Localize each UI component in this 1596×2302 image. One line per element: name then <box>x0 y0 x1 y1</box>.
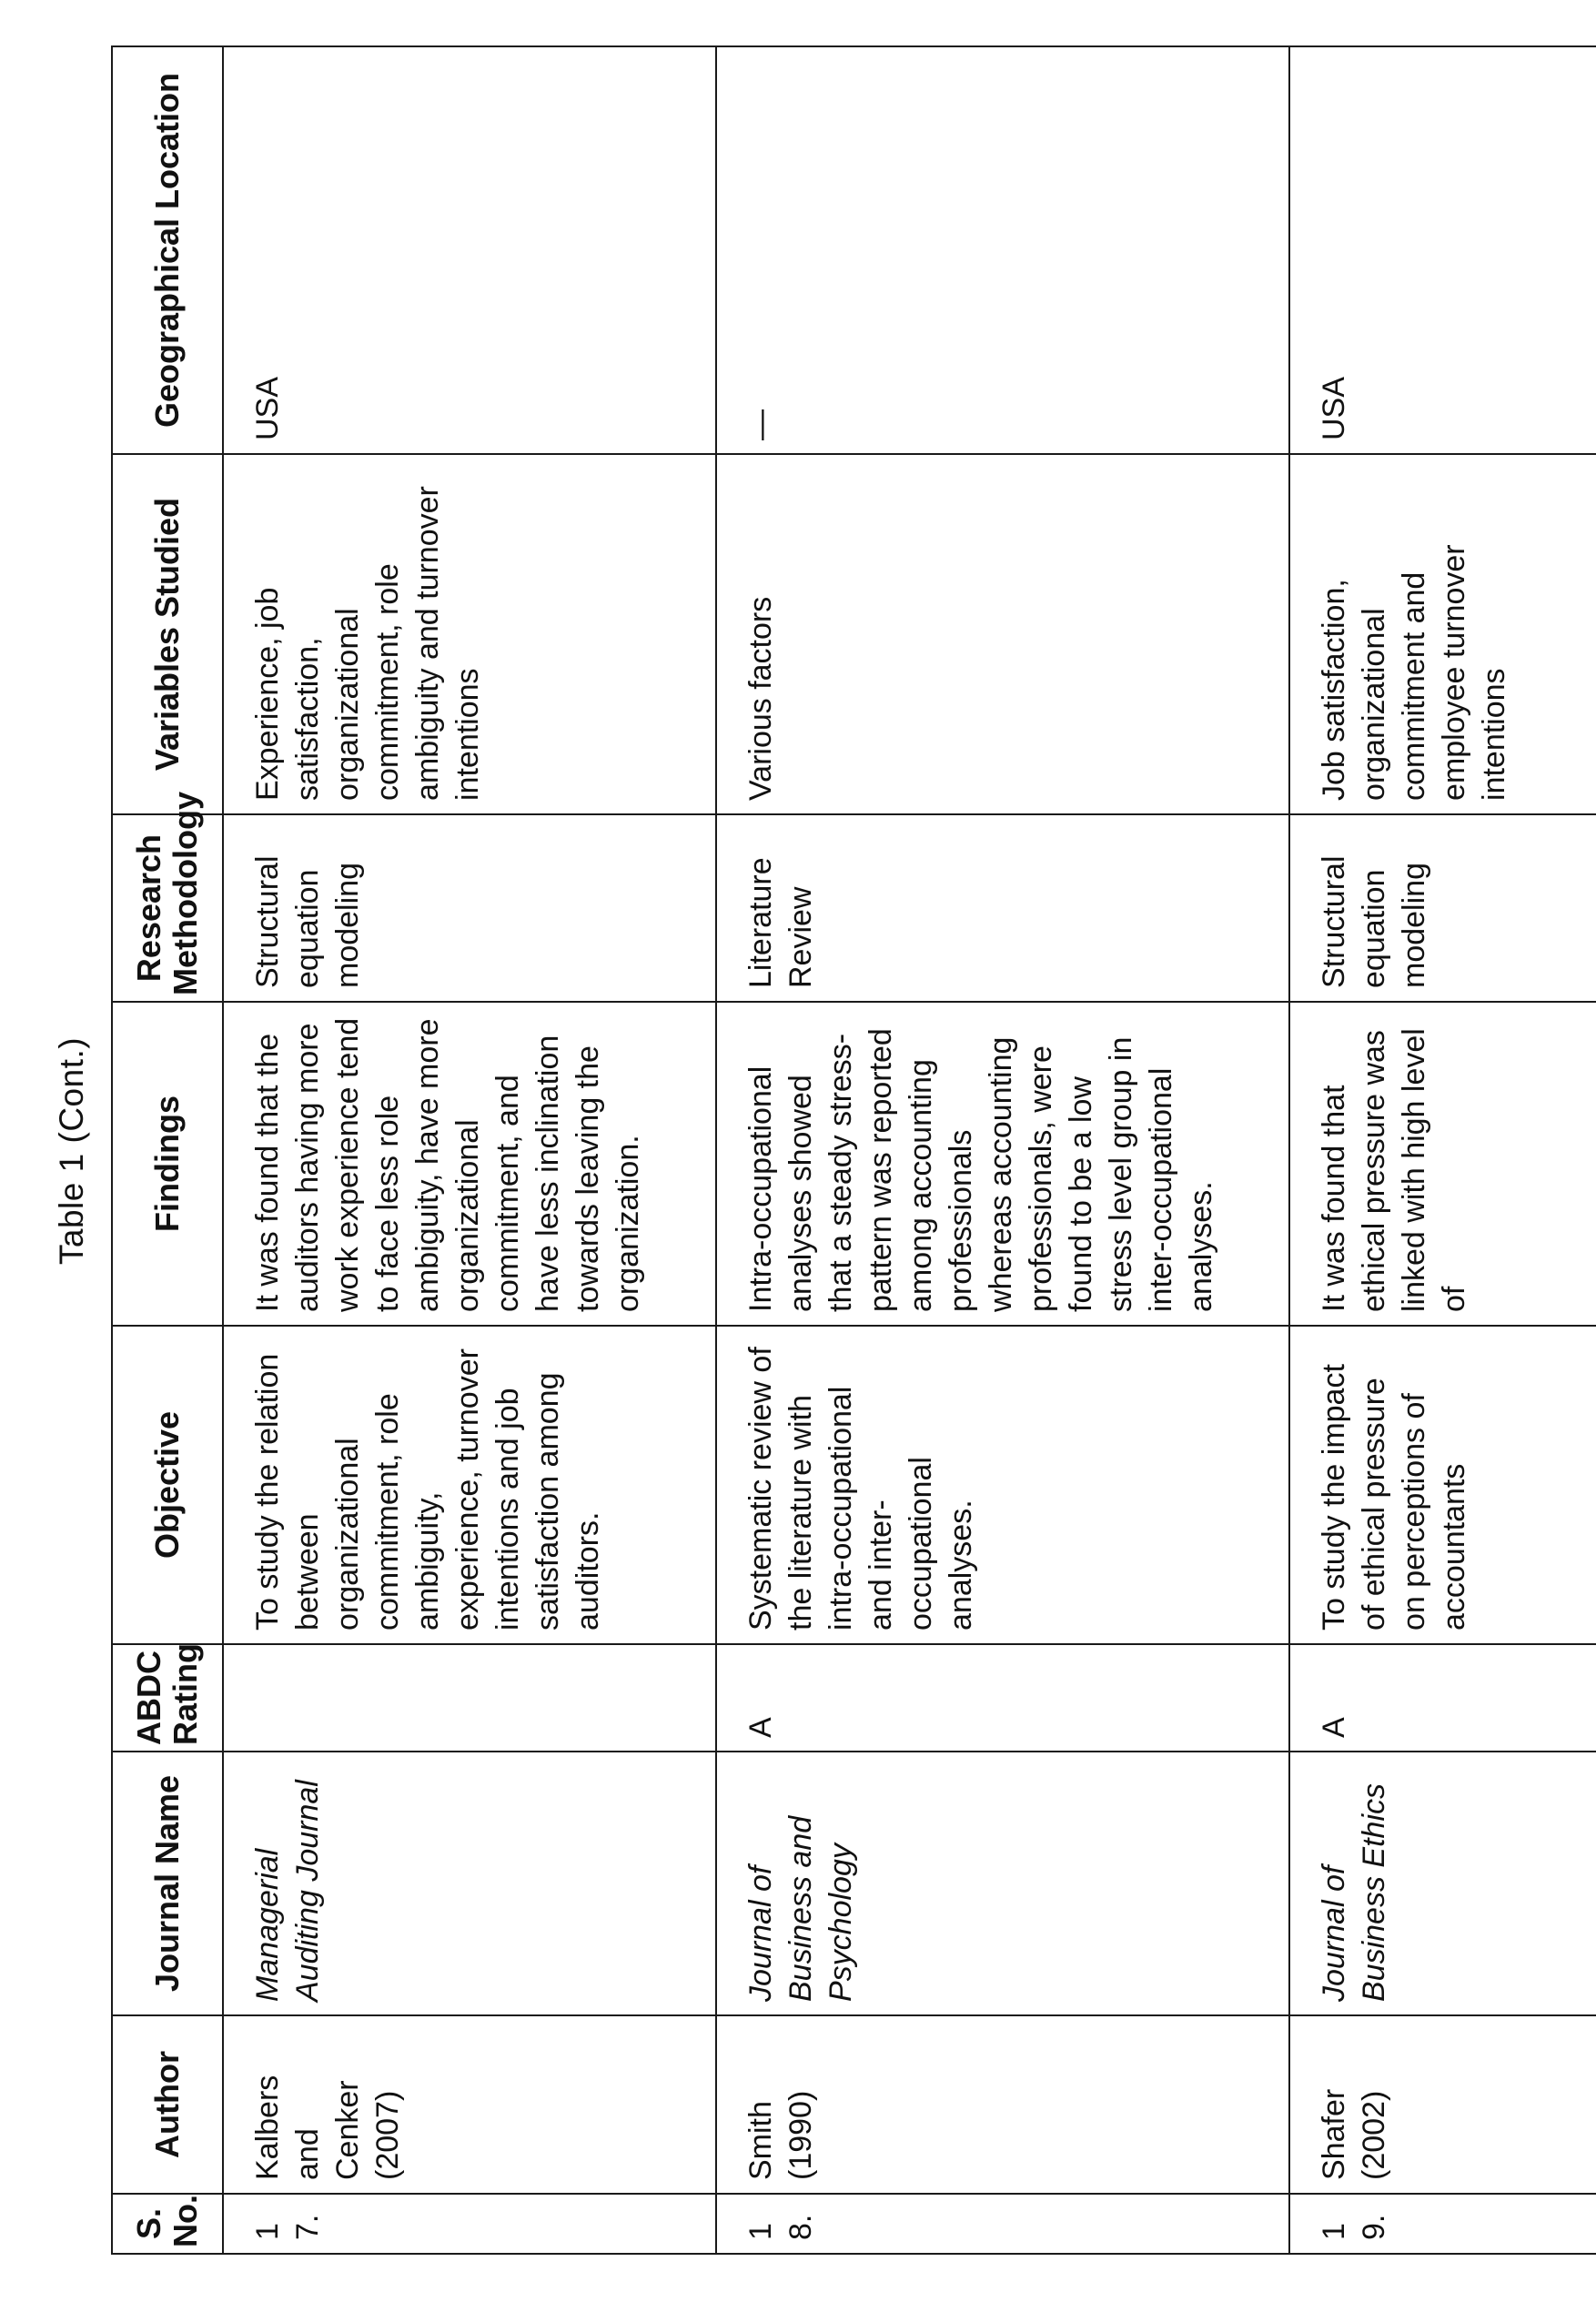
cell-journal: Journal of Business Ethics <box>1289 1752 1596 2015</box>
header-objective: Objective <box>112 1326 223 1644</box>
cell-journal: Journal of Business and Psychology <box>716 1752 1289 2015</box>
header-findings: Findings <box>112 1002 223 1326</box>
table-caption: Table 1 (Cont.) <box>53 1036 90 1266</box>
cell-sno: 19. <box>1289 2194 1596 2254</box>
cell-methodology: Literature Review <box>716 814 1289 1002</box>
cell-findings: It was found that the auditors having more work experience tend to face less role ambiguity, have more organizational commitment, and have less inclination towards leaving the organization. <box>223 1002 716 1326</box>
cell-variables: Job satisfaction, organizational commitment and employee turnover intentions <box>1289 454 1596 814</box>
table-row <box>716 46 1289 2254</box>
cell-sno: 17. <box>223 2194 716 2254</box>
cell-rating: A <box>716 1644 1289 1752</box>
header-journal: Journal Name <box>112 1752 223 2015</box>
cell-rating <box>223 1644 716 1752</box>
header-row <box>112 46 223 2254</box>
literature-review-table <box>111 45 1596 2255</box>
cell-variables: Various factors <box>716 454 1289 814</box>
cell-variables: Experience, job satisfaction, organizational commitment, role ambiguity and turnover intentions <box>223 454 716 814</box>
cell-methodology: Structural equation modeling <box>223 814 716 1002</box>
cell-objective: To study the impact of ethical pressure on perceptions of accountants <box>1289 1326 1596 1644</box>
cell-location: USA <box>1289 46 1596 454</box>
cell-rating: A <box>1289 1644 1596 1752</box>
cell-findings: It was found that ethical pressure was linked with high level of <box>1289 1002 1596 1326</box>
cell-author: Kalbers and Cenker (2007) <box>223 2015 716 2194</box>
cell-journal: Managerial Auditing Journal <box>223 1752 716 2015</box>
cell-author: Shafer (2002) <box>1289 2015 1596 2194</box>
header-variables: Variables Studied <box>112 454 223 814</box>
header-methodology: Research Methodology <box>112 814 223 1002</box>
header-sno: S. No. <box>112 2194 223 2254</box>
cell-methodology: Structural equation modeling <box>1289 814 1596 1002</box>
header-author: Author <box>112 2015 223 2194</box>
table-row <box>223 46 716 2254</box>
cell-location: — <box>716 46 1289 454</box>
table-row <box>1289 46 1596 2254</box>
cell-findings: Intra-occupational analyses showed that a steady stress-pattern was reported among accounting professionals whereas accounting professionals, were found to be a low stress level group in inter-occupational analyses. <box>716 1002 1289 1326</box>
cell-author: Smith (1990) <box>716 2015 1289 2194</box>
cell-sno: 18. <box>716 2194 1289 2254</box>
header-location: Geographical Location <box>112 46 223 454</box>
header-rating: ABDC Rating <box>112 1644 223 1752</box>
cell-location: USA <box>223 46 716 454</box>
cell-objective: To study the relation between organizational commitment, role ambiguity, experience, turnover intentions and job satisfaction among auditors. <box>223 1326 716 1644</box>
cell-objective: Systematic review of the literature with intra-occupational and inter-occupational analyses. <box>716 1326 1289 1644</box>
